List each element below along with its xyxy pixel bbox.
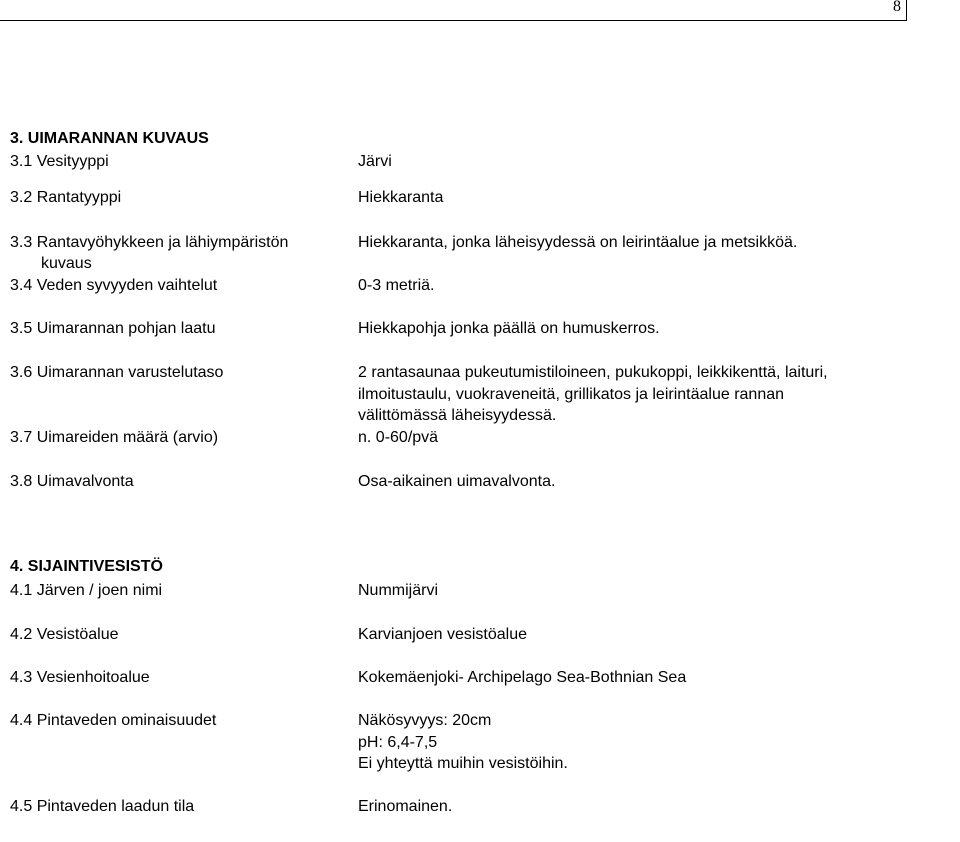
row-label: 3.6 Uimarannan varustelutaso bbox=[10, 364, 224, 381]
header-rule bbox=[0, 20, 906, 21]
row-value-line: Ei yhteyttä muihin vesistöihin. bbox=[358, 755, 568, 772]
row-value: Karvianjoen vesistöalue bbox=[358, 626, 527, 643]
row-value: Hiekkaranta, jonka läheisyydessä on leirintäalue ja metsikköä. bbox=[358, 234, 798, 251]
row-value: 0-3 metriä. bbox=[358, 277, 435, 294]
row-value-line: pH: 6,4-7,5 bbox=[358, 734, 438, 751]
row-label: 4.1 Järven / joen nimi bbox=[10, 582, 163, 599]
row-value: Osa-aikainen uimavalvonta. bbox=[358, 473, 556, 490]
row-label: 3.4 Veden syvyyden vaihtelut bbox=[10, 277, 218, 294]
page-number: 8 bbox=[893, 0, 901, 15]
row-value-line: ilmoitustaulu, vuokraveneitä, grillikatos ja leirintäalue rannan bbox=[358, 386, 785, 403]
row-label: 3.3 Rantavyöhykkeen ja lähiympäristön bbox=[10, 234, 289, 251]
row-value-line: välittömässä läheisyydessä. bbox=[358, 407, 557, 424]
row-label: 3.1 Vesityyppi bbox=[10, 153, 109, 170]
row-label: 3.7 Uimareiden määrä (arvio) bbox=[10, 429, 219, 446]
row-value-line: 2 rantasaunaa pukeutumistiloineen, pukukoppi, leikkikenttä, laituri, bbox=[358, 364, 828, 381]
section-heading: 3. UIMARANNAN KUVAUS bbox=[10, 130, 209, 147]
row-label: 3.8 Uimavalvonta bbox=[10, 473, 134, 490]
row-value: Järvi bbox=[358, 153, 392, 170]
row-label: 4.3 Vesienhoitoalue bbox=[10, 669, 150, 686]
row-label: 4.5 Pintaveden laadun tila bbox=[10, 798, 195, 815]
row-value: Hiekkapohja jonka päällä on humuskerros. bbox=[358, 320, 660, 337]
header-rule-tick bbox=[906, 0, 907, 21]
section-heading: 4. SIJAINTIVESISTÖ bbox=[10, 558, 163, 575]
row-label: 4.4 Pintaveden ominaisuudet bbox=[10, 712, 217, 729]
row-label: 3.2 Rantatyyppi bbox=[10, 189, 122, 206]
row-label: 3.5 Uimarannan pohjan laatu bbox=[10, 320, 216, 337]
row-value: Kokemäenjoki- Archipelago Sea-Bothnian Sea bbox=[358, 669, 687, 686]
row-value: Hiekkaranta bbox=[358, 189, 444, 206]
row-label-continued: kuvaus bbox=[41, 255, 92, 272]
row-label: 4.2 Vesistöalue bbox=[10, 626, 119, 643]
row-value: Nummijärvi bbox=[358, 582, 438, 599]
row-value: n. 0-60/pvä bbox=[358, 429, 439, 446]
row-value: Erinomainen. bbox=[358, 798, 453, 815]
row-value-line: Näkösyvyys: 20cm bbox=[358, 712, 492, 729]
